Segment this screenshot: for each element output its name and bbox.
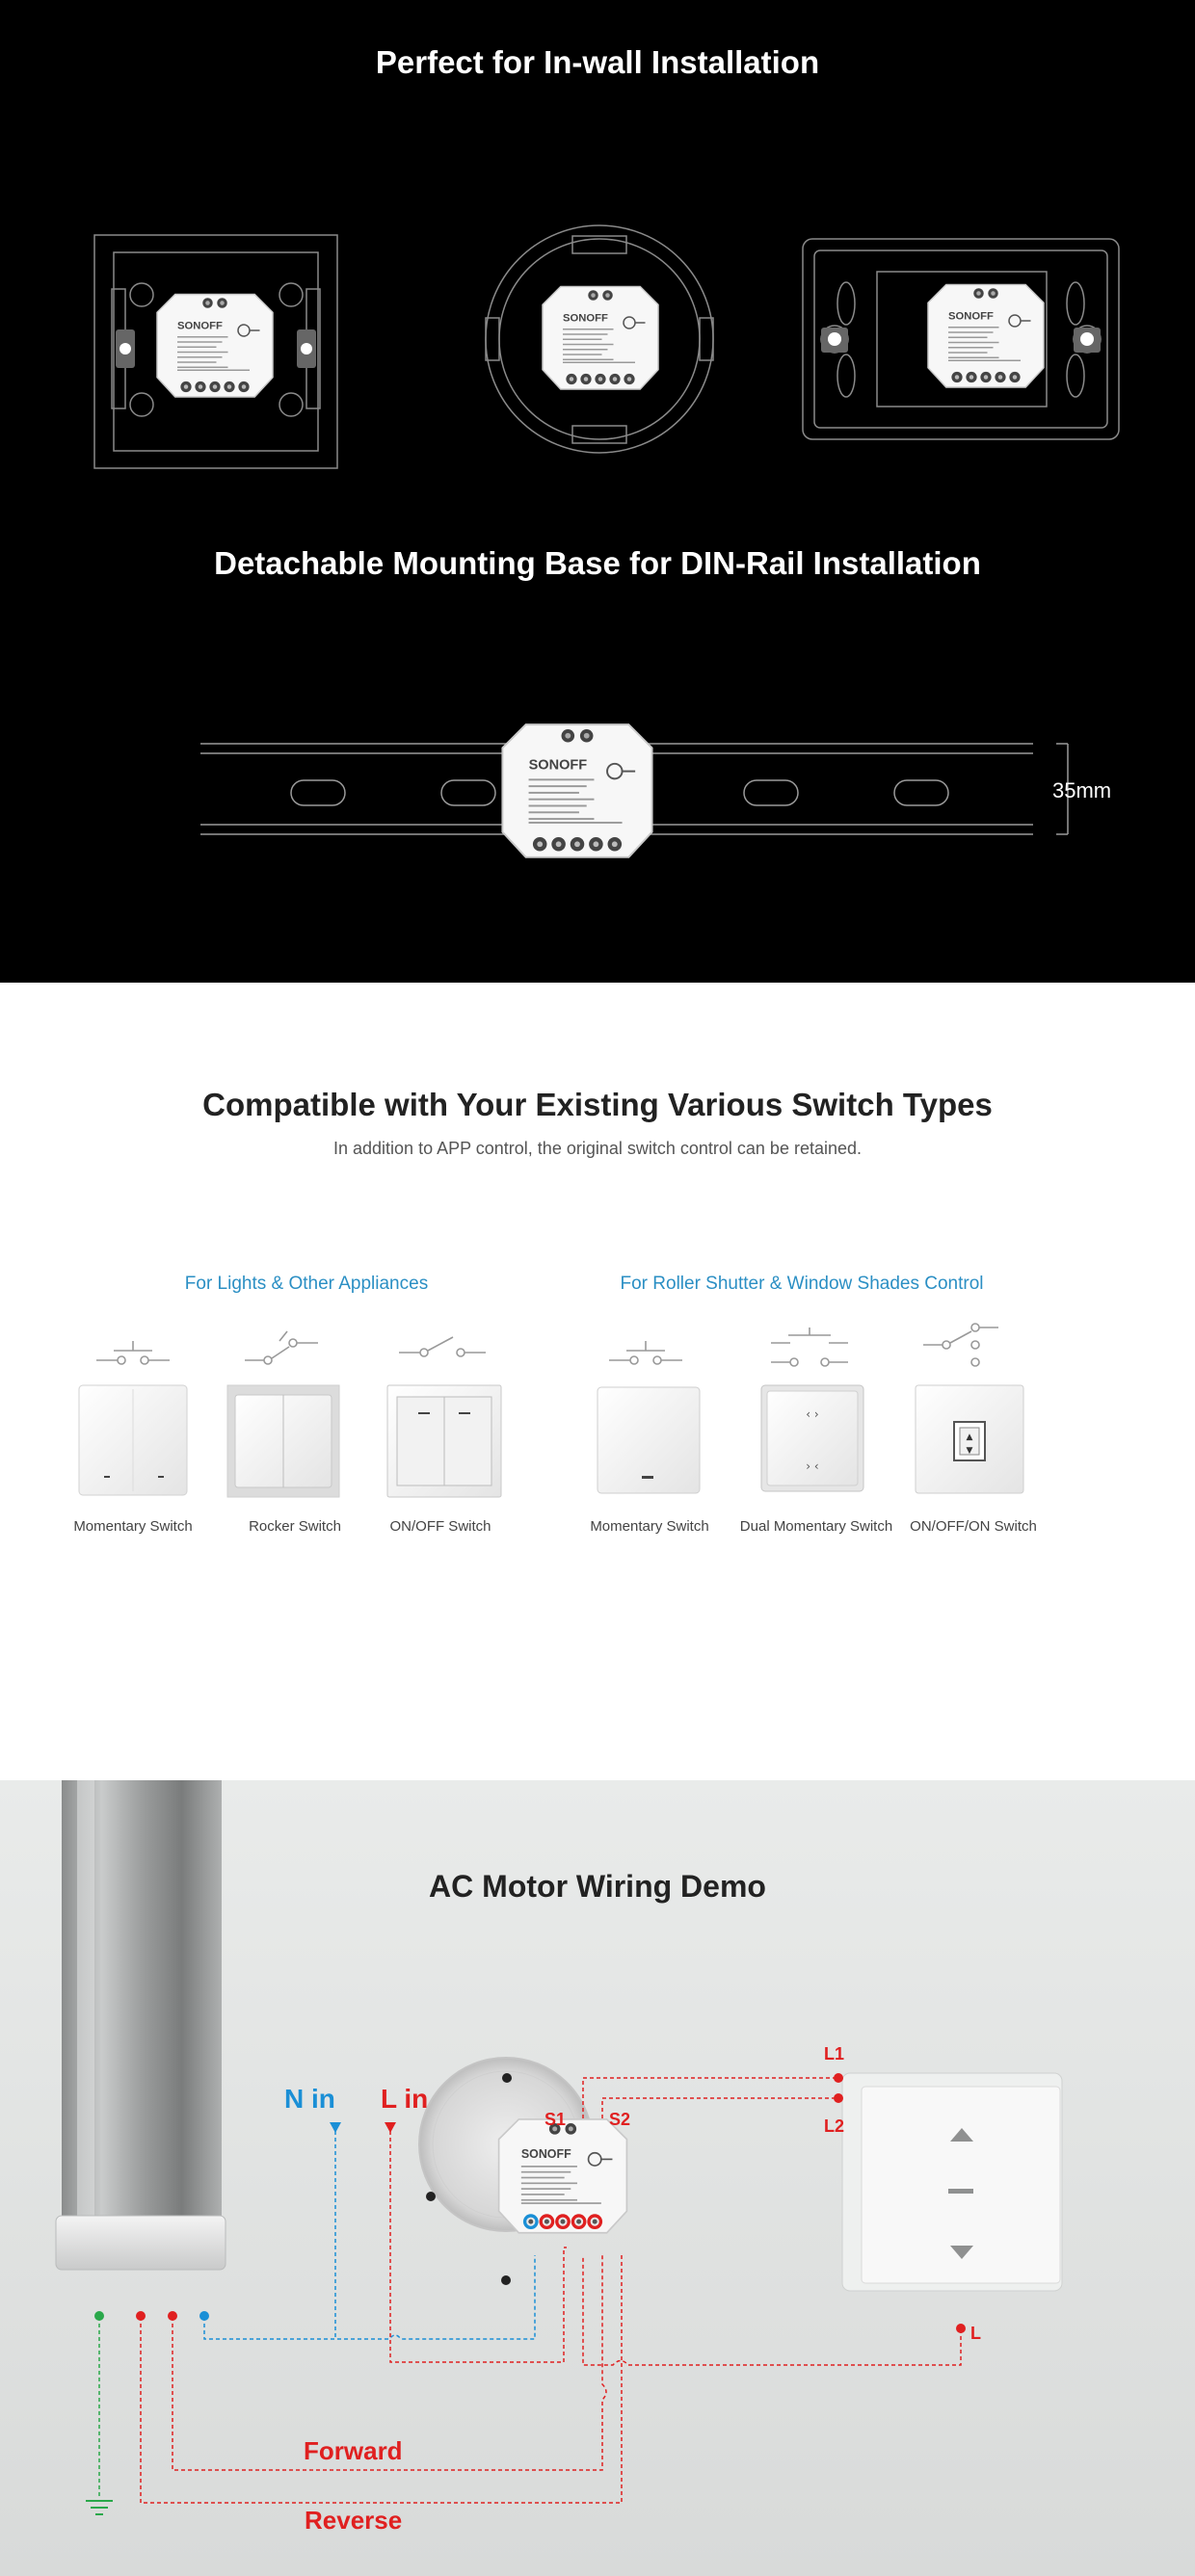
momentary-switch-plate — [598, 1387, 700, 1493]
svg-text:‹ ›: ‹ › — [806, 1407, 819, 1421]
wiring-labels — [0, 1780, 1195, 2576]
onoff-symbol-icon — [399, 1337, 486, 1356]
group-lights-label: For Lights & Other Appliances — [184, 1274, 429, 1294]
s1-label: S1 — [544, 2110, 567, 2129]
rocker-switch-plate — [227, 1385, 339, 1497]
svg-text:› ‹: › ‹ — [806, 1459, 819, 1473]
momentary-symbol-icon — [96, 1341, 170, 1364]
reverse-label: Reverse — [305, 2506, 403, 2535]
rocker-symbol-icon — [245, 1331, 318, 1364]
switch-label: Momentary Switch — [73, 1518, 193, 1535]
onoff-switch-plate — [387, 1385, 501, 1497]
onoff-on-symbol-icon — [923, 1324, 998, 1366]
din-module — [0, 511, 1195, 983]
din-dimension-label: 35mm — [1052, 778, 1112, 802]
group-shutter-label: For Roller Shutter & Window Shades Control — [620, 1274, 984, 1294]
l-label: L — [970, 2324, 981, 2343]
wiring-title: AC Motor Wiring Demo — [429, 1869, 766, 1904]
sonoff-module-icon — [928, 285, 1044, 388]
svg-text:SONOFF: SONOFF — [520, 2146, 571, 2161]
sonoff-module-icon — [543, 287, 658, 390]
sonoff-module-icon — [502, 724, 651, 857]
momentary-symbol-icon — [609, 1341, 682, 1364]
switch-label: ON/OFF/ON Switch — [910, 1518, 1037, 1535]
compat-title: Compatible with Your Existing Various Switch Types — [202, 1087, 993, 1122]
l2-label: L2 — [824, 2116, 845, 2136]
svg-text:SONOFF: SONOFF — [528, 757, 588, 774]
onoff-on-switch-plate — [916, 1385, 1023, 1493]
svg-text:▲: ▲ — [966, 1433, 973, 1442]
sonoff-module-icon — [157, 295, 273, 398]
inwall-section — [0, 0, 1195, 511]
l1-label: L1 — [824, 2044, 845, 2063]
switch-label: Dual Momentary Switch — [739, 1518, 893, 1535]
din-title: Detachable Mounting Base for DIN-Rail Installation — [214, 545, 981, 581]
l-in-label: L in — [381, 2084, 429, 2114]
switch-label: Momentary Switch — [590, 1518, 709, 1535]
inwall-title: Perfect for In-wall Installation — [375, 44, 820, 80]
svg-text:▼: ▼ — [966, 1446, 973, 1456]
din-section — [0, 511, 1195, 983]
svg-text:SONOFF: SONOFF — [177, 320, 223, 332]
switch-illustrations — [0, 983, 1195, 1780]
forward-label: Forward — [304, 2436, 403, 2465]
n-in-label: N in — [284, 2084, 335, 2114]
svg-text:SONOFF: SONOFF — [563, 312, 608, 325]
compat-subtitle: In addition to APP control, the original switch control can be retained. — [333, 1139, 862, 1158]
dual-momentary-switch-plate — [761, 1385, 863, 1491]
momentary-switch-plate — [79, 1385, 187, 1495]
wiring-section — [0, 1780, 1195, 2576]
s2-label: S2 — [609, 2110, 631, 2129]
compat-section — [0, 983, 1195, 1780]
switch-label: Rocker Switch — [249, 1518, 341, 1535]
inwall-modules — [0, 0, 1195, 511]
dual-momentary-symbol-icon — [771, 1327, 848, 1366]
svg-text:SONOFF: SONOFF — [948, 310, 994, 323]
switch-label: ON/OFF Switch — [389, 1518, 491, 1535]
